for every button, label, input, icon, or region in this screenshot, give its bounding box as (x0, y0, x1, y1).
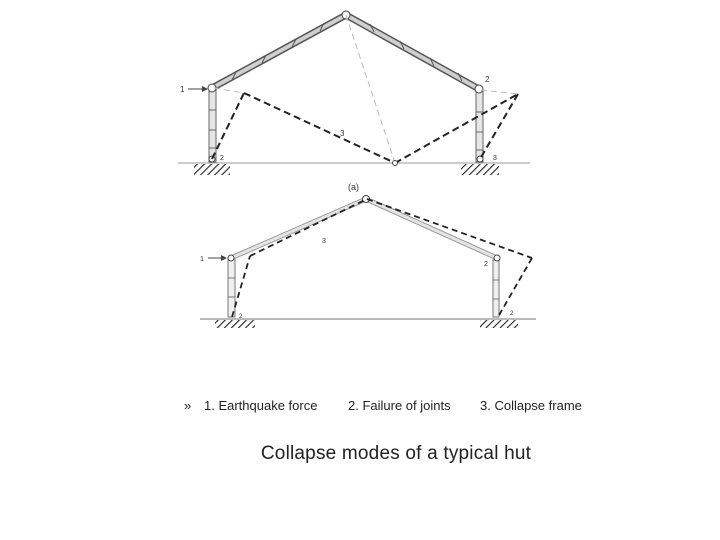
legend-item-collapse-frame: 3. Collapse frame (480, 398, 582, 413)
collapse-shape (232, 199, 532, 317)
roof-joint-marker: 2 (485, 75, 490, 84)
right-column (476, 91, 483, 162)
force-marker: 1 (200, 256, 204, 263)
roof-rafters (231, 199, 497, 258)
right-column (493, 260, 499, 317)
left-foundation-hatch (194, 164, 230, 175)
legend-item-failure-of-joints: 2. Failure of joints (348, 398, 451, 413)
collapsed-ridge-joint (393, 161, 398, 166)
right-base-marker: 3 (493, 155, 497, 162)
left-column (228, 259, 235, 317)
right-eave-joint (475, 85, 483, 93)
legend (180, 398, 600, 418)
bottom-hut-diagram (200, 196, 536, 329)
caption: Collapse modes of a typical hut (260, 443, 532, 464)
legend-item-earthquake-force: 1. Earthquake force (204, 398, 318, 413)
collapse-shape (212, 93, 518, 163)
left-base-marker: 2 (220, 155, 224, 162)
right-eave-joint (494, 255, 500, 261)
collapse-marker: 3 (340, 129, 345, 138)
left-column (209, 89, 216, 162)
legend-bullet: » (184, 398, 192, 413)
collapse-marker: 3 (322, 238, 326, 245)
force-marker: 1 (180, 85, 185, 94)
right-foundation-hatch (461, 164, 499, 175)
top-hut-diagram (178, 11, 530, 192)
left-eave-joint (228, 255, 234, 261)
right-foundation-hatch (480, 320, 518, 328)
diagram-label: (a) (348, 182, 359, 192)
right-base-marker: 2 (510, 311, 514, 317)
roof-rafters (212, 15, 479, 89)
right-eave-marker: 2 (484, 261, 488, 268)
left-base-marker: 2 (239, 314, 243, 320)
left-foundation-hatch (215, 320, 255, 328)
